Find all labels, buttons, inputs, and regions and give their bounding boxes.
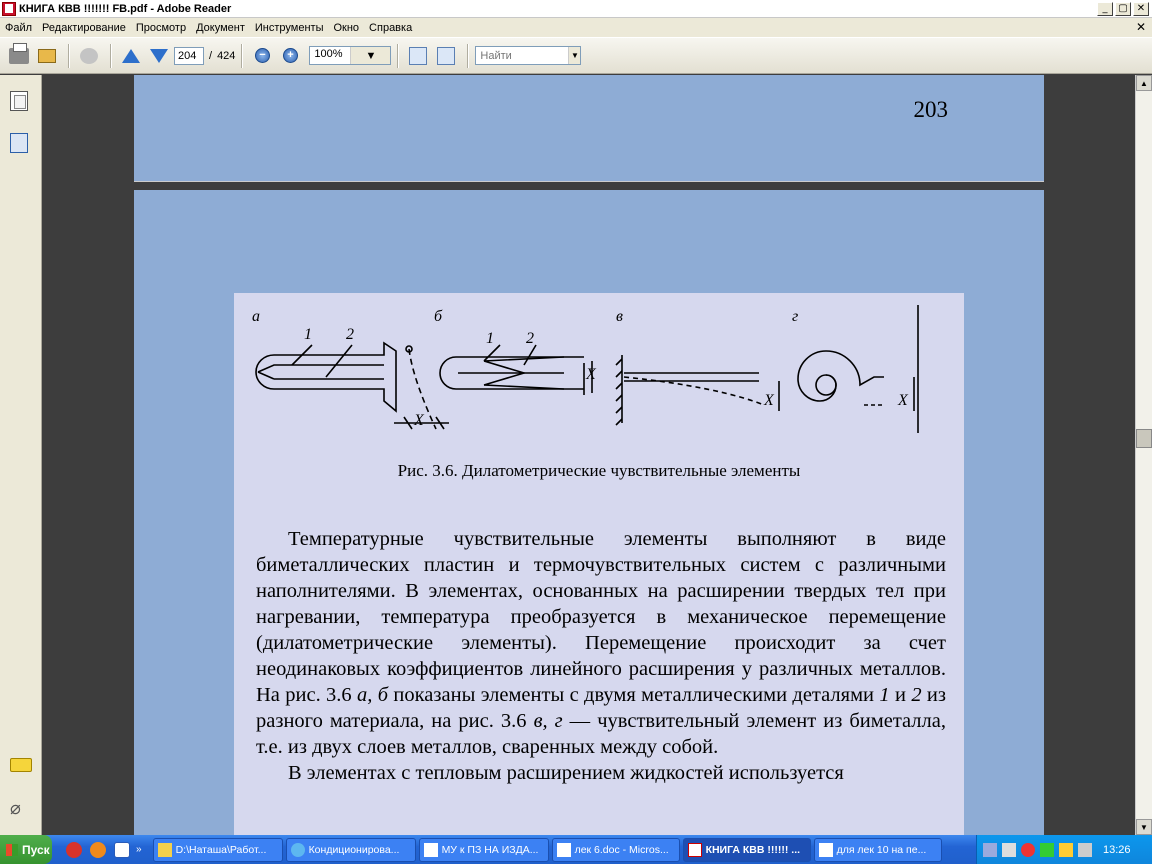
menu-document[interactable]: Документ [196, 21, 245, 34]
title-bar [0, 0, 1152, 18]
task-word-3[interactable] [814, 838, 942, 862]
chevron-down-icon[interactable]: ▼ [568, 47, 580, 64]
close-button[interactable]: ✕ [1133, 2, 1149, 16]
update-icon[interactable] [1059, 843, 1073, 857]
italic-run: в, г [533, 710, 563, 732]
toolbar-separator [68, 44, 70, 68]
page-number-input[interactable] [174, 47, 204, 65]
word-icon[interactable] [114, 842, 130, 858]
page-number-label: 203 [913, 97, 948, 122]
word-doc-icon [557, 843, 571, 857]
menu-bar [0, 18, 1152, 38]
printer-icon [9, 48, 29, 64]
windows-logo-icon [6, 844, 18, 856]
pdf-page-current [134, 190, 1044, 835]
toolbar-separator [110, 44, 112, 68]
menu-edit[interactable]: Редактирование [42, 21, 126, 34]
dim-label-v: X [764, 392, 774, 409]
mail-icon[interactable] [90, 842, 106, 858]
minimize-button[interactable]: _ [1097, 2, 1113, 16]
paragraph-2: В элементах с тепловым расширением жидкостей используется [288, 762, 844, 784]
arrow-down-icon [150, 49, 168, 63]
task-word-2[interactable] [552, 838, 680, 862]
page-separator: / [209, 49, 213, 62]
text-run: и [889, 684, 912, 706]
dim-label-b: X [586, 366, 596, 383]
adobe-reader-icon [2, 2, 16, 16]
part-label-1a: 1 [304, 326, 312, 343]
email-icon [38, 49, 56, 63]
scroll-down-button[interactable]: ▼ [1136, 819, 1152, 835]
text-run: показаны элементы с двумя металлическими деталями [388, 684, 880, 706]
document-view [43, 75, 1135, 835]
network-icon[interactable] [983, 843, 997, 857]
task-label: для лек 10 на пе... [836, 843, 927, 856]
document-close-icon[interactable]: ✕ [1135, 20, 1146, 34]
figure-caption: Рис. 3.6. Дилатометрические чувствительные элементы [397, 461, 801, 480]
window-title: КНИГА КВВ !!!!!!! FB.pdf - Adobe Reader [19, 2, 232, 15]
menu-window[interactable]: Окно [333, 21, 360, 34]
start-button[interactable] [0, 835, 52, 864]
opera-icon[interactable] [66, 842, 82, 858]
chevron-right-icon[interactable]: » [136, 844, 142, 855]
maximize-button[interactable]: ▢ [1115, 2, 1131, 16]
task-word-1[interactable] [419, 838, 549, 862]
fit-width-button[interactable] [405, 43, 431, 69]
fit-width-icon [409, 47, 427, 65]
pdf-page-previous [134, 75, 1044, 182]
zoom-out-button[interactable] [249, 43, 275, 69]
dim-label-g: X [898, 392, 908, 409]
scroll-up-button[interactable]: ▲ [1136, 75, 1152, 91]
toolbar-separator [241, 44, 243, 68]
menu-help[interactable]: Справка [369, 21, 413, 34]
bookmarks-panel-icon[interactable] [10, 133, 28, 153]
toolbar-separator [467, 44, 469, 68]
comments-panel-icon[interactable] [10, 758, 32, 772]
fit-page-icon [437, 47, 455, 65]
people-icon [80, 48, 98, 64]
folder-icon [158, 843, 172, 857]
search-box[interactable] [475, 46, 581, 65]
window-controls [1097, 2, 1149, 16]
task-label: Кондиционирова... [308, 843, 400, 856]
scroll-thumb[interactable] [1136, 429, 1152, 448]
taskbar [0, 835, 1152, 864]
part-label-1b: 1 [486, 330, 494, 347]
vertical-scrollbar[interactable] [1135, 75, 1152, 835]
italic-run: 2 [911, 684, 922, 706]
task-browser[interactable] [286, 838, 416, 862]
volume-icon[interactable] [1002, 843, 1016, 857]
dim-label-a: X [414, 412, 424, 429]
email-button[interactable] [34, 43, 60, 69]
italic-run: а, б [357, 684, 389, 706]
menu-view[interactable]: Просмотр [135, 21, 187, 34]
body-text [256, 526, 946, 786]
paragraph-1 [256, 526, 946, 760]
fit-page-button[interactable] [433, 43, 459, 69]
text-run: Температурные чувствительные элементы выполняют в виде биметаллических пластин и термочувствительных систем с различными наполнителями. В элементах, основанных на расширении твердых тел при нагревании, температура преобразуется в механическое перемещение (дилатометрические элементы). Перемещение происходит за счет неодинаковых коэффициентов линейного расширения у различных металлов. На рис. 3.6 [256, 528, 946, 706]
menu-tools[interactable]: Инструменты [254, 21, 324, 34]
search-input[interactable] [476, 47, 568, 64]
paperclip-icon[interactable]: ⌀ [10, 798, 21, 819]
toolbar-separator [397, 44, 399, 68]
italic-run: 1 [879, 684, 890, 706]
pages-panel-icon[interactable] [10, 91, 28, 111]
task-adobe-reader[interactable] [683, 838, 811, 862]
navigation-pane [0, 75, 42, 835]
fig-label-b: б [434, 308, 443, 325]
zoom-in-button[interactable] [277, 43, 303, 69]
zoom-value: 100% [314, 48, 343, 60]
system-tray [976, 835, 1152, 864]
browser-icon [291, 843, 305, 857]
prev-page-button[interactable] [118, 43, 144, 69]
arrow-up-icon [122, 49, 140, 63]
zoom-out-icon: − [255, 48, 270, 63]
toolbar [0, 38, 1152, 74]
task-label: D:\Наташа\Работ... [175, 843, 267, 856]
fig-label-v: в [616, 308, 623, 325]
word-doc-icon [819, 843, 833, 857]
dilatometric-elements-diagram [234, 293, 964, 453]
fig-label-g: г [792, 308, 799, 325]
task-label: МУ к ПЗ НА ИЗДА... [441, 843, 539, 856]
text-run: из разного материала, на рис. 3.6 [256, 684, 946, 732]
start-label: Пуск [22, 842, 50, 857]
text-run: — чувствительный элемент из биметалла, т.е. из двух слоев металлов, сваренных между собой. [256, 710, 946, 758]
next-page-button[interactable] [146, 43, 172, 69]
zoom-in-icon: + [283, 48, 298, 63]
fig-label-a: а [252, 308, 260, 325]
task-label: лек 6.doc - Micros... [574, 843, 669, 856]
security-icon[interactable] [1021, 843, 1035, 857]
part-label-2a: 2 [346, 326, 354, 343]
antivirus-icon[interactable] [1040, 843, 1054, 857]
collaborate-button[interactable] [76, 43, 102, 69]
print-button[interactable] [6, 43, 32, 69]
chevron-down-icon[interactable]: ▼ [350, 47, 390, 64]
menu-file[interactable]: Файл [5, 21, 33, 34]
quick-launch [66, 842, 130, 858]
figure [234, 293, 964, 835]
task-label: КНИГА КВВ !!!!!! ... [705, 843, 801, 856]
pdf-icon [688, 843, 702, 857]
task-explorer[interactable] [153, 838, 283, 862]
part-label-2b: 2 [526, 330, 534, 347]
clock: 13:26 [1103, 843, 1131, 856]
total-pages: 424 [217, 49, 236, 62]
word-doc-icon [424, 843, 438, 857]
drive-icon[interactable] [1078, 843, 1092, 857]
zoom-select[interactable] [309, 46, 391, 65]
